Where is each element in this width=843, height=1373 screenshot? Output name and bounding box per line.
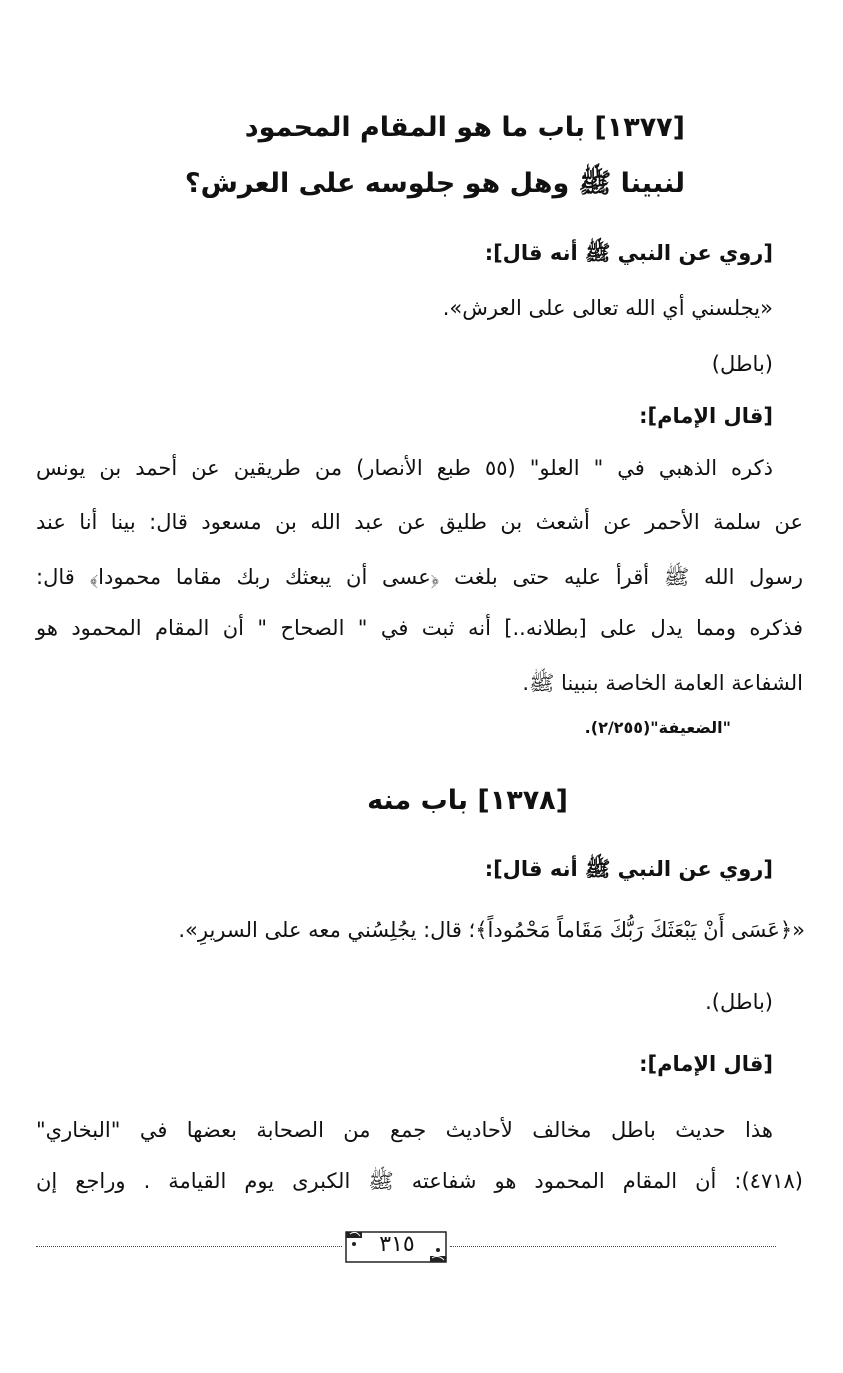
source-reference: "الضعيفة"(٢/٢٥٥). [584, 718, 731, 737]
hadith-grade: (باطل) [711, 352, 773, 376]
commentary-line: ذكره الذهبي في " العلو" (٥٥ طبع الأنصار) من طريقين عن أحمد بن يونس [36, 456, 773, 480]
commentary-line: هذا حديث باطل مخالف لأحاديث جمع من الصحابة بعضها في "البخاري" [36, 1118, 773, 1142]
footer-divider-left [36, 1246, 342, 1247]
commentary-line: (٤٧١٨): أن المقام المحمود هو شفاعته ﷺ الكبرى يوم القيامة . وراجع إن [36, 1169, 803, 1193]
narration-label: [روي عن النبي ﷺ أنه قال]: [484, 857, 773, 881]
hadith-text: «﴿عَسَى أَنْ يَبْعَثَكَ رَبُّكَ مَقَاماً مَحْمُوداً﴾؛ قال: يجُلِسُني معه على السريرِ». [178, 918, 805, 942]
chapter-heading-1378: [١٣٧٨] باب منه [367, 785, 568, 816]
page-number-frame [342, 1228, 450, 1266]
hadith-text: «يجلسني أي الله تعالى على العرش». [442, 296, 773, 320]
imam-label: [قال الإمام]: [639, 1052, 773, 1076]
commentary-line: فذكره ومما يدل على [بطلانه..] أنه ثبت في " الصحاح " أن المقام المحمود هو [36, 616, 803, 640]
commentary-line: الشفاعة العامة الخاصة بنبينا ﷺ. [522, 671, 803, 695]
commentary-line: رسول الله ﷺ أقرأ عليه حتى بلغت ﴿عسى أن يبعثك ربك مقاما محمودا﴾ قال: [36, 565, 803, 589]
footer-divider-right [450, 1246, 776, 1247]
imam-label: [قال الإمام]: [639, 404, 773, 428]
commentary-line: عن سلمة الأحمر عن أشعث بن طليق عن عبد الله بن مسعود قال: بينا أنا عند [36, 510, 803, 534]
page-number: ٣١٥ [379, 1232, 415, 1257]
chapter-heading-1377-line1: [١٣٧٧] باب ما هو المقام المحمود [244, 112, 685, 143]
chapter-heading-1377-line2: لنبينا ﷺ وهل هو جلوسه على العرش؟ [184, 168, 685, 199]
hadith-grade: (باطل). [705, 990, 773, 1014]
narration-label: [روي عن النبي ﷺ أنه قال]: [484, 241, 773, 265]
